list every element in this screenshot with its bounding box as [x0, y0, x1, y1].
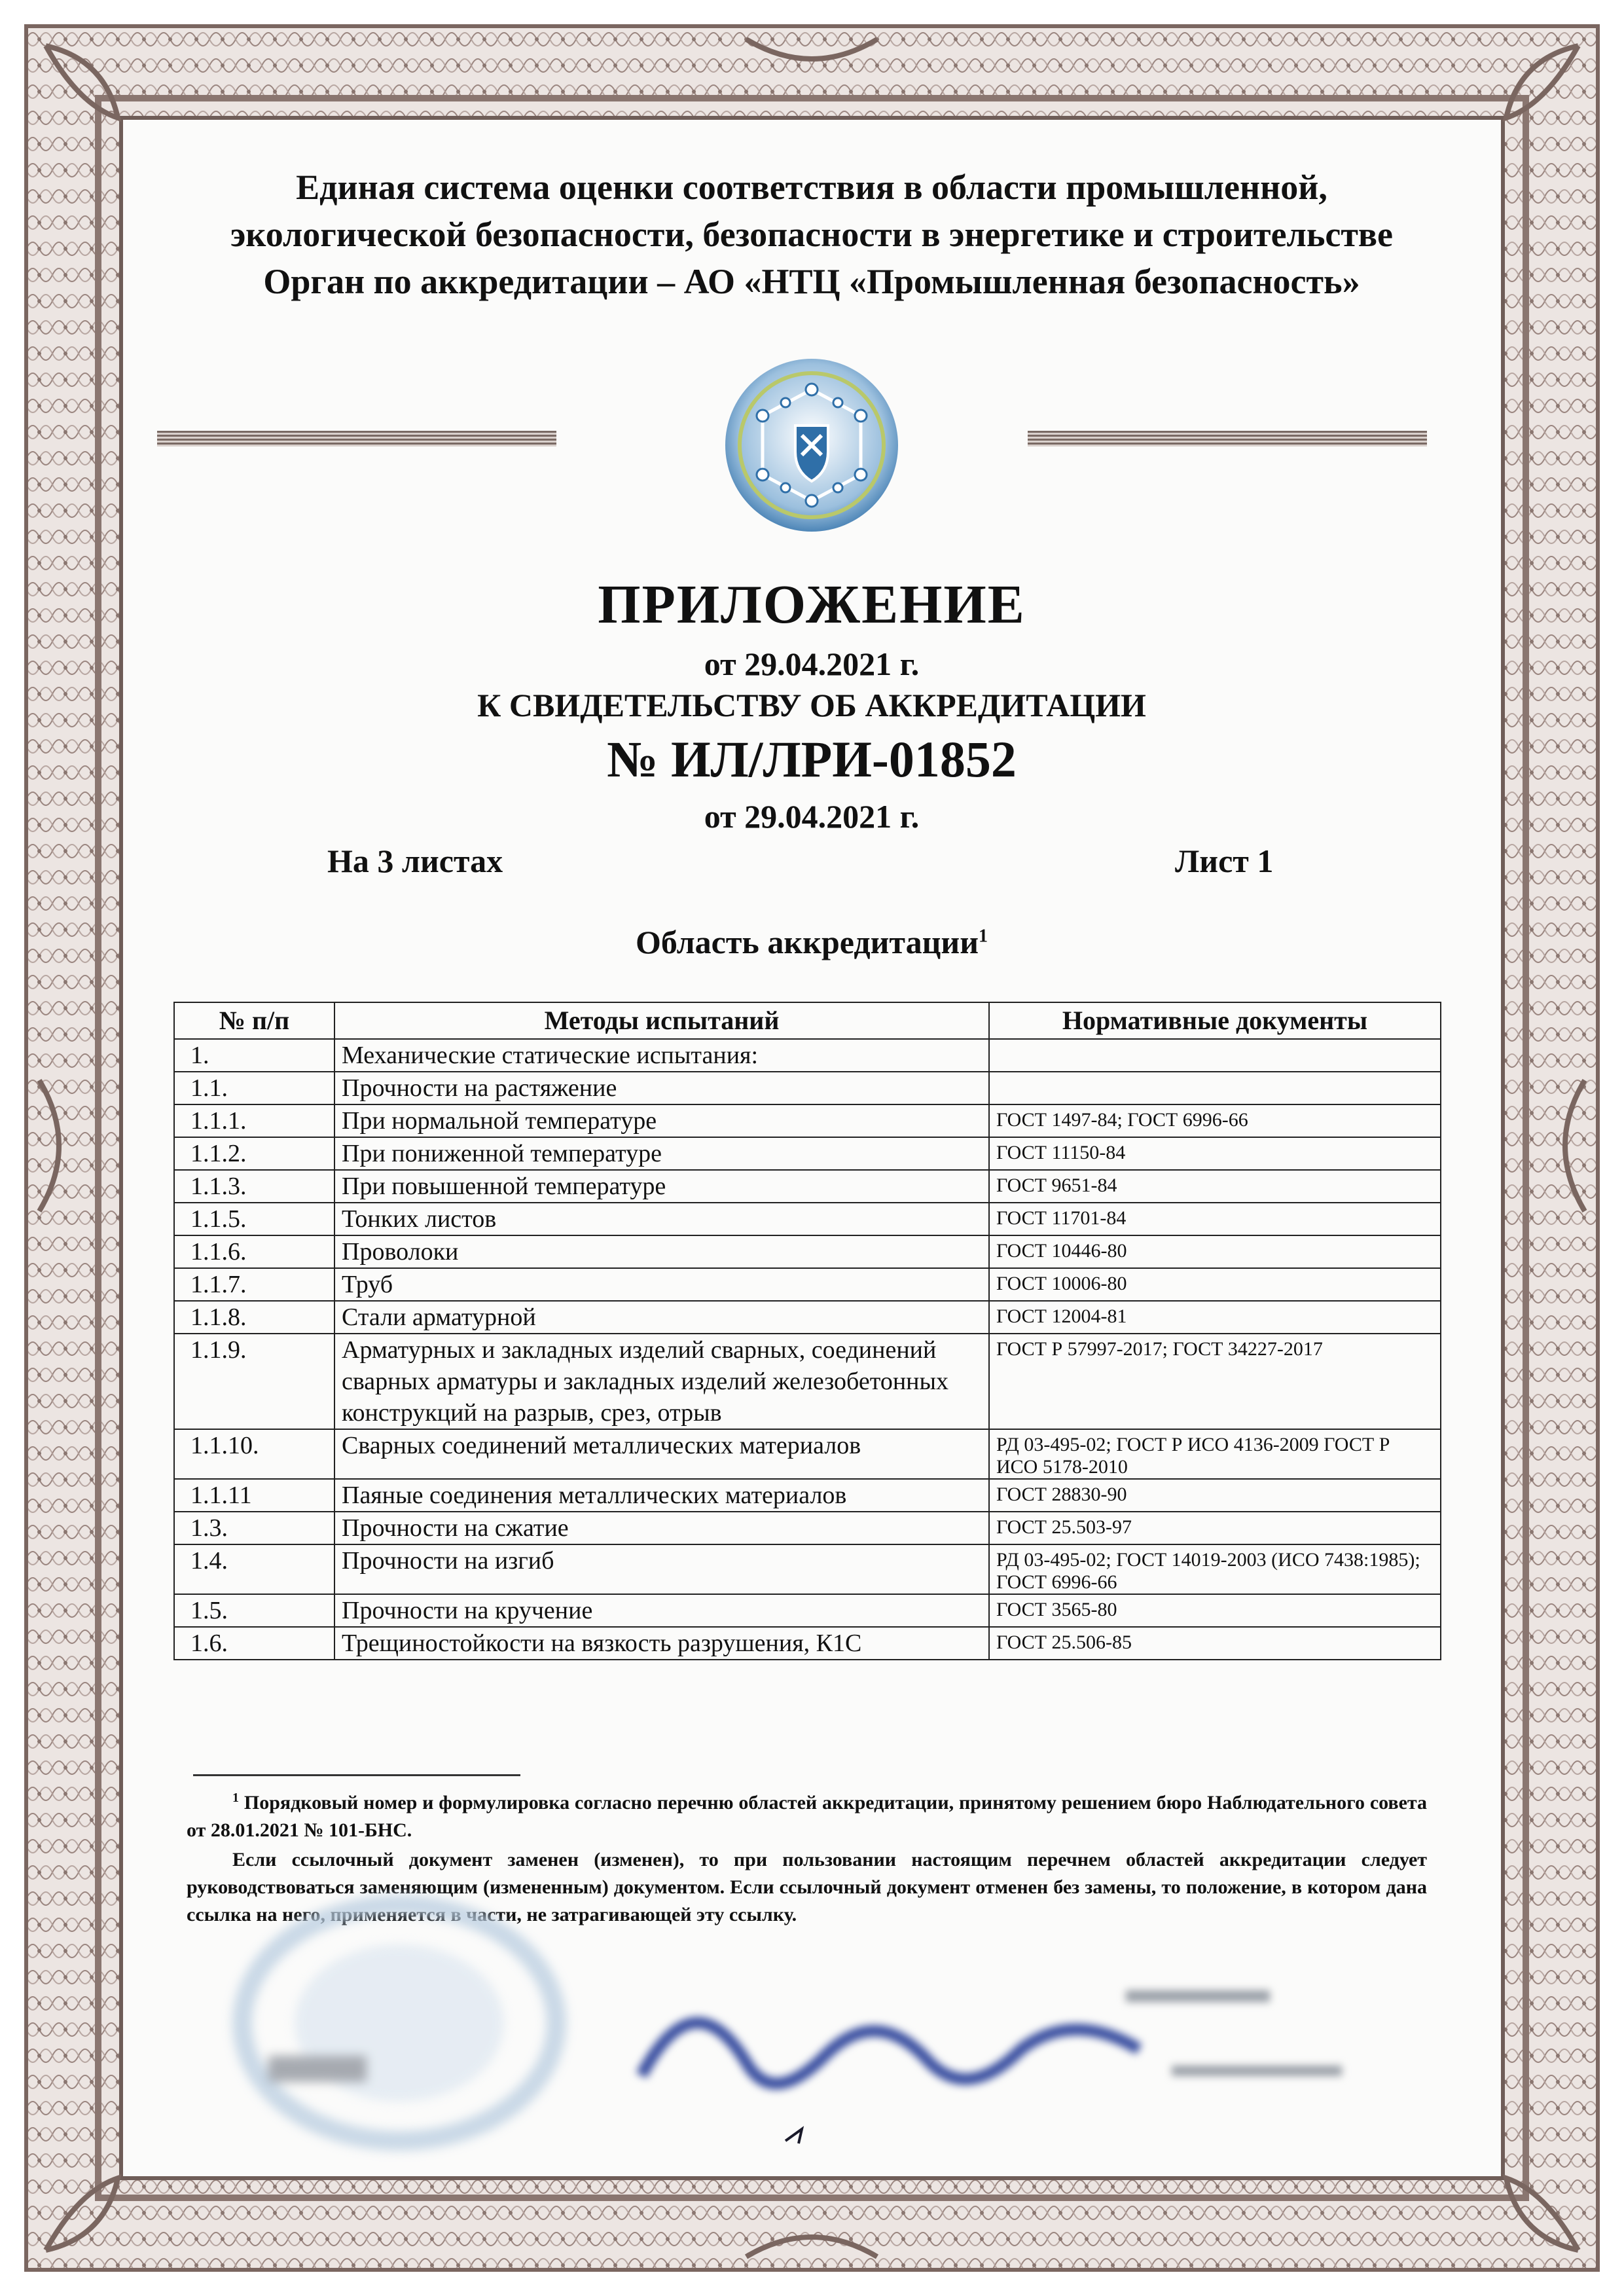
footnote-separator — [193, 1774, 520, 1776]
row-documents: ГОСТ Р 57997-2017; ГОСТ 34227-2017 — [989, 1334, 1441, 1429]
row-method: Труб — [334, 1268, 989, 1301]
table-row — [174, 1235, 1441, 1268]
accreditation-emblem — [681, 354, 943, 537]
footnote-2: Если ссылочный документ заменен (изменен), то при пользовании настоящим перечнем областей аккредитации следует руководствоваться заменяющим (измененным) документом. Если ссылочный документ отменен без замены, то положение, в котором дана ссылка на него, применяется в части, не затрагивающей эту ссылку. — [187, 1849, 1427, 1925]
scope-title — [134, 923, 1489, 961]
row-number: 1.5. — [174, 1594, 334, 1627]
table-row — [174, 1203, 1441, 1235]
table-row — [174, 1072, 1441, 1104]
column-header-documents: Нормативные документы — [989, 1002, 1441, 1039]
row-number: 1.1.7. — [174, 1268, 334, 1301]
table-row — [174, 1268, 1441, 1301]
sheets-total: На 3 листах — [327, 843, 503, 879]
row-number: 1.1. — [174, 1072, 334, 1104]
row-number: 1.1.2. — [174, 1137, 334, 1170]
table-row — [174, 1627, 1441, 1660]
certificate-caption: К СВИДЕТЕЛЬСТВУ ОБ АККРЕДИТАЦИИ — [477, 687, 1146, 723]
table-row — [174, 1544, 1441, 1594]
row-documents: ГОСТ 28830-90 — [989, 1479, 1441, 1512]
blurred-stamp — [216, 1886, 583, 2160]
footnote-1-mark: 1 — [232, 1791, 239, 1805]
table-row — [174, 1512, 1441, 1544]
certificate-number: № ИЛ/ЛРИ-01852 — [607, 731, 1017, 788]
row-method: Трещиностойкости на вязкость разрушения, К1С — [334, 1627, 989, 1660]
table-row — [174, 1104, 1441, 1137]
row-method: Стали арматурной — [334, 1301, 989, 1334]
footnote-1-text: Порядковый номер и формулировка согласно перечню областей аккредитации, принятому решением бюро Наблюдательного совета от 28.01.2021 № 101-БНС. — [187, 1792, 1428, 1841]
row-method: При нормальной температуре — [334, 1104, 989, 1137]
footnote-mark: 1 — [979, 926, 988, 947]
row-number: 1. — [174, 1039, 334, 1072]
header — [134, 164, 1489, 305]
accreditation-scope-table — [173, 1002, 1441, 1660]
row-documents: ГОСТ 10006-80 — [989, 1268, 1441, 1301]
row-method: Проволоки — [334, 1235, 989, 1268]
row-method: Прочности на изгиб — [334, 1544, 989, 1594]
row-number: 1.1.1. — [174, 1104, 334, 1137]
table-row — [174, 1170, 1441, 1203]
table-row — [174, 1334, 1441, 1429]
header-line-3: Орган по аккредитации – АО «НТЦ «Промышленная безопасность» — [263, 262, 1360, 301]
sheet-number: Лист 1 — [1175, 843, 1274, 879]
row-number: 1.6. — [174, 1627, 334, 1660]
row-documents: ГОСТ 9651-84 — [989, 1170, 1441, 1203]
row-method: Тонких листов — [334, 1203, 989, 1235]
table-header-row — [174, 1002, 1441, 1039]
row-number: 1.1.3. — [174, 1170, 334, 1203]
table-row — [174, 1594, 1441, 1627]
footnote-1 — [187, 1784, 1427, 1844]
table-row — [174, 1479, 1441, 1512]
table-row — [174, 1429, 1441, 1479]
row-number: 1.1.6. — [174, 1235, 334, 1268]
row-method: При повышенной температуре — [334, 1170, 989, 1203]
certificate-date: от 29.04.2021 г. — [704, 798, 920, 835]
decorative-rule-right — [1028, 431, 1427, 446]
decorative-rule-left — [157, 431, 556, 446]
row-number: 1.1.10. — [174, 1429, 334, 1479]
header-line-1: Единая система оценки соответствия в области промышленной, — [296, 168, 1327, 207]
row-method: Паяные соединения металлических материалов — [334, 1479, 989, 1512]
row-method: Арматурных и закладных изделий сварных, соединений сварных арматуры и закладных изделий железобетонных конструкций на разрыв, срез, отрыв — [334, 1334, 989, 1429]
row-method: Сварных соединений металлических материалов — [334, 1429, 989, 1479]
row-documents: ГОСТ 10446-80 — [989, 1235, 1441, 1268]
row-number: 1.1.9. — [174, 1334, 334, 1429]
row-number: 1.1.8. — [174, 1301, 334, 1334]
row-method: Механические статические испытания: — [334, 1039, 989, 1072]
row-documents: РД 03-495-02; ГОСТ 14019-2003 (ИСО 7438:1985); ГОСТ 6996-66 — [989, 1544, 1441, 1594]
scope-title-text: Область аккредитации — [635, 924, 979, 960]
table-row — [174, 1039, 1441, 1072]
row-documents — [989, 1039, 1441, 1072]
row-number: 1.3. — [174, 1512, 334, 1544]
row-documents — [989, 1072, 1441, 1104]
row-method: Прочности на растяжение — [334, 1072, 989, 1104]
row-method: Прочности на сжатие — [334, 1512, 989, 1544]
row-documents: ГОСТ 11701-84 — [989, 1203, 1441, 1235]
row-documents: ГОСТ 11150-84 — [989, 1137, 1441, 1170]
row-number: 1.1.11 — [174, 1479, 334, 1512]
row-number: 1.4. — [174, 1544, 334, 1594]
column-header-methods: Методы испытаний — [334, 1002, 989, 1039]
row-documents: ГОСТ 25.506-85 — [989, 1627, 1441, 1660]
row-method: Прочности на кручение — [334, 1594, 989, 1627]
table-row — [174, 1301, 1441, 1334]
table-row — [174, 1137, 1441, 1170]
row-documents: ГОСТ 12004-81 — [989, 1301, 1441, 1334]
row-documents: ГОСТ 1497-84; ГОСТ 6996-66 — [989, 1104, 1441, 1137]
column-header-number: № п/п — [174, 1002, 334, 1039]
header-line-2: экологической безопасности, безопасности в энергетике и строительстве — [230, 215, 1394, 254]
row-documents: ГОСТ 25.503-97 — [989, 1512, 1441, 1544]
row-documents: ГОСТ 3565-80 — [989, 1594, 1441, 1627]
row-number: 1.1.5. — [174, 1203, 334, 1235]
title-date: от 29.04.2021 г. — [704, 646, 920, 682]
blurred-signature — [615, 1964, 1401, 2160]
document-title: ПРИЛОЖЕНИЕ — [598, 574, 1026, 635]
row-method: При пониженной температуре — [334, 1137, 989, 1170]
row-documents: РД 03-495-02; ГОСТ Р ИСО 4136-2009 ГОСТ Р ИСО 5178-2010 — [989, 1429, 1441, 1479]
